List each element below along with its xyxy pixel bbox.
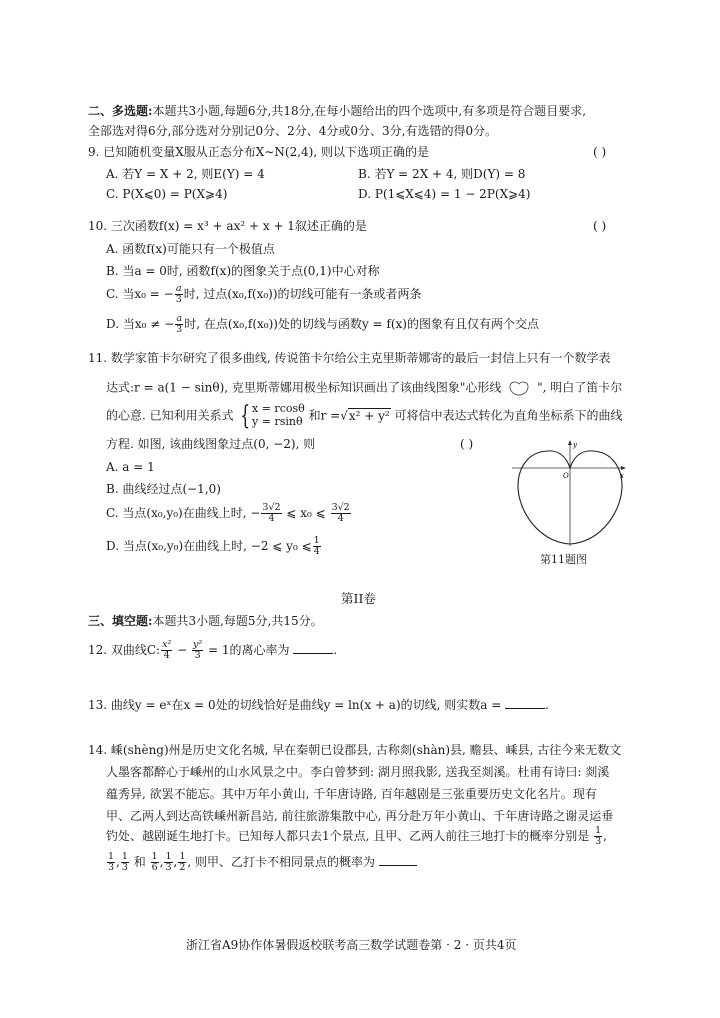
q14-line-1: 14. 嵊(shèng)州是历史文化名城, 早在秦朝已设郡县, 古称剡(shàn)县, 赡县、嵊县, 古往今来无数文 [88,743,622,757]
fraction-denominator: 3 [176,323,183,335]
q12 [88,640,337,661]
q12-fraction-y [192,640,203,661]
q14-line-6 [106,852,417,873]
q10-stem: 10. 三次函数f(x) = x³ + ax² + x + 1叙述正确的是 [88,219,367,233]
q14-prob-3 [121,852,129,873]
q10-option-c-post: 时, 过点(x₀,f(x₀))的切线可能有一条或者两条 [183,286,422,301]
q13-answer-blank[interactable] [505,697,545,709]
q11-line-1: 11. 数学家笛卡尔研究了很多曲线, 传说笛卡尔给公主克里斯蒂娜寄的最后一封信上只有一个数学表 [88,351,611,365]
q9-option-b: B. 若Y = 2X + 4, 则D(Y) = 8 [358,167,526,181]
q14-prob-5 [164,852,172,873]
fraction-numerator: 1 [313,535,320,546]
q11-line-4: 方程. 如图, 该曲线图象过点(0, −2), 则 [106,437,316,451]
fraction-denominator: 3 [165,861,172,873]
q10-option-c-fraction [175,284,183,305]
relation-line-1: x = rcosθ [252,402,305,416]
q10-option-c-pre: C. 当x₀ = − [106,286,174,301]
q14-line-3: 蕴秀异, 欲罢不能忘。其中万年小黄山, 千年唐诗路, 百年越剧是三张重要历史文化名片。现有 [106,787,597,801]
section-2-heading [88,104,586,120]
q11-line-2-a: 达式:r = a(1 − sinθ), 克里斯蒂娜用极坐标知识画出了该曲线图象"心形线 [106,380,502,395]
q9-option-d: D. P(1⩽X⩽4) = 1 − 2P(X⩾4) [358,187,531,201]
q13-text: 13. 曲线y = eˣ在x = 0处的切线恰好是曲线y = ln(x + a)的切线, 则实数a = [88,698,502,712]
section-2-desc-1: 本题共3小题,每题6分,共18分,在每小题给出的四个选项中,有多项是符合题目要求, [152,104,587,118]
q11-option-c-left-fraction [261,503,281,524]
section-3-heading [88,614,323,630]
q10-option-b: B. 当a = 0时, 函数f(x)的图象关于点(0,1)中心对称 [106,264,380,278]
q11-option-d [106,536,322,557]
q11-figure [510,438,628,550]
q12-answer-blank[interactable] [293,642,333,654]
fraction-numerator: 3√2 [262,502,281,513]
q11-figure-caption: 第11题图 [540,553,587,566]
q10-option-c [106,284,422,305]
volume-2-title: 第II卷 [341,591,376,606]
q11-option-b: B. 曲线经过点(−1,0) [106,482,221,496]
q14-line-2: 人墨客都醉心于嵊州的山水风景之中。李白曾梦到: 湖月照我影, 送我至剡溪。杜甫有诗曰: 剡溪 [106,765,610,779]
q9-answer-paren: ( ) [593,145,607,159]
fraction-denominator: 3 [108,861,115,873]
fraction-numerator: 1 [121,851,128,862]
axis-label-y: y [573,441,577,449]
q9-option-c: C. P(X⩽0) = P(X⩾4) [106,187,228,201]
fraction-numerator: 1 [179,851,186,862]
q14-comma: , [603,828,607,843]
q9-option-a: A. 若Y = X + 2, 则E(Y) = 4 [106,167,265,181]
relation-system [252,403,305,428]
q14-prob-1 [594,826,602,847]
q10-option-d-post: 时, 在点(x₀,f(x₀))处的切线与函数y = f(x)的图象有且仅有两个交点 [184,316,539,331]
fraction-denominator: 3 [595,835,602,847]
q14-line-4: 甲、乙两人到达高铁嵊州新昌站, 前往旅游集散中心, 再分赴万年小黄山、千年唐诗路之谢灵运垂 [106,809,614,823]
fraction-denominator: 6 [151,861,158,873]
q14-answer-blank[interactable] [379,854,417,866]
q11-answer-paren: ( ) [460,437,474,451]
q14-comma: , [173,854,178,869]
x-axis-arrow [621,466,626,470]
q12-pre: 12. 双曲线C: [88,642,161,657]
page-footer: 浙江省A9协作体暑假返校联考高三数学试题卷第 · 2 · 页共4页 [186,938,517,952]
q14-comma: , [116,854,120,869]
q14-comma: , [159,854,164,869]
fraction-numerator: x² [162,639,172,650]
q14-line-5-text: 钓处、越剧诞生地打卡。已知每人都只去1个景点, 且甲、乙两人前往三地打卡的概率分别是 [106,828,590,843]
fraction-numerator: 1 [595,825,602,836]
q10-option-a: A. 函数f(x)可能只有一个极值点 [106,242,275,256]
q12-post: = 1的离心率为 [208,642,290,657]
fraction-denominator: 4 [163,649,170,661]
fraction-numerator: 1 [151,851,158,862]
q11-line-2-b: ", 明白了笛卡尔 [537,380,623,395]
fraction-numerator: 1 [165,851,172,862]
section-2-desc-2: 全部选对得6分,部分选对分别记0分、2分、4分或0分、3分,有选错的得0分。 [88,124,498,138]
q10-answer-paren: ( ) [593,219,607,233]
sqrt-sign: √ [340,408,348,423]
q11-line-3-a: 的心意. 已知利用关系式 [106,408,234,423]
q14-prob-2 [107,852,115,873]
axis-label-x: x [620,472,624,480]
fraction-numerator: 3√2 [331,502,350,513]
q12-minus: − [177,642,188,657]
fraction-numerator: a [175,283,182,294]
q11-option-c-right-fraction [331,503,351,524]
section-3-desc: 本题共3小题,每题5分,共15分。 [152,614,323,628]
q13-end: . [545,698,549,712]
q11-option-d-fraction [313,536,321,557]
small-heart-curve-icon [508,380,530,396]
q11-line-3-c: 可将信中表达式转化为直角坐标系下的曲线 [394,408,623,423]
q12-end: . [333,642,338,657]
fraction-denominator: 4 [268,512,275,524]
q11-option-a: A. a = 1 [106,460,155,474]
relation-line-2: y = rsinθ [252,415,303,428]
fraction-denominator: 4 [337,512,344,524]
q14-line-5 [106,826,607,847]
q11-option-c-pre: C. 当点(x₀,y₀)在曲线上时, − [106,505,261,520]
section-3-title: 三、填空题: [88,614,153,628]
fraction-denominator: 3 [175,293,182,305]
q11-line-3-b: 和r = [308,408,341,423]
fraction-numerator: a [176,313,182,324]
q11-option-d-pre: D. 当点(x₀,y₀)在曲线上时, −2 ⩽ y₀ ⩽ [106,538,312,553]
fraction-numerator: 1 [108,851,115,862]
q11-option-c-mid: ⩽ x₀ ⩽ [286,505,326,520]
fraction-numerator: y² [193,639,203,650]
section-2-title: 二、多选题: [88,104,153,118]
q14-prob-6 [178,852,186,873]
fraction-denominator: 3 [194,649,201,661]
q14-and: 和 [133,854,146,869]
sqrt-body: x² + y² [348,408,390,423]
y-axis-arrow [568,440,572,445]
q9-stem: 9. 已知随机变量X服从正态分布X∼N(2,4), 则以下选项正确的是 [88,145,429,159]
origin-label: O [563,472,569,480]
fraction-denominator: 4 [313,545,320,557]
q14-tail: , 则甲、乙打卡不相同景点的概率为 [187,854,376,869]
q14-prob-4 [151,852,159,873]
left-brace: { [240,401,251,431]
fraction-denominator: 3 [121,861,128,873]
q10-option-d-pre: D. 当x₀ ≠ − [106,316,175,331]
q10-option-d [106,314,539,335]
q12-fraction-x [161,640,172,661]
q11-line-2 [106,380,622,396]
fraction-denominator: 2 [179,861,186,873]
q11-line-3 [106,403,623,429]
q11-option-c [106,503,352,524]
q10-option-d-fraction [175,314,183,335]
q13 [88,697,549,714]
